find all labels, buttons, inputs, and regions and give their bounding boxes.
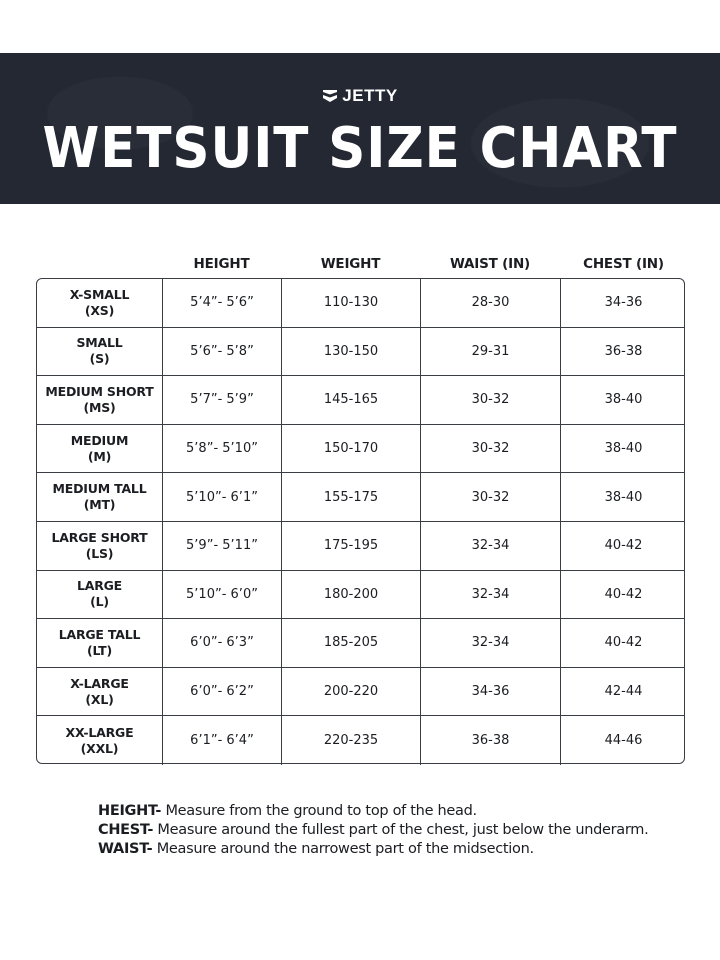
waist-cell: 34-36 (421, 668, 561, 716)
jetty-logo-icon (322, 89, 338, 103)
size-name: X-LARGE (70, 675, 129, 691)
waist-cell: 36-38 (421, 716, 561, 765)
size-code: (LT) (86, 642, 113, 658)
column-header-waist: WAIST (IN) (449, 256, 531, 272)
table-row (37, 668, 684, 717)
size-cell (37, 668, 163, 716)
note-waist: WAIST- Measure around the narrowest part of the midsection. (98, 841, 534, 857)
weight-cell: 145-165 (282, 376, 421, 424)
size-code: (XXL) (80, 740, 119, 756)
weight-cell: 150-170 (282, 425, 421, 473)
table-row (37, 716, 684, 765)
size-name: MEDIUM TALL (52, 481, 147, 497)
page-title: WETSUIT SIZE CHART (42, 116, 678, 181)
waist-cell: 29-31 (421, 328, 561, 376)
height-cell: 6’0”- 6’2” (163, 668, 282, 716)
size-cell (37, 279, 163, 327)
chest-cell: 38-40 (604, 441, 643, 457)
height-cell: 6’1”- 6’4” (163, 716, 282, 765)
chest-cell: 38-40 (604, 392, 643, 408)
weight-cell: 200-220 (282, 668, 421, 716)
chest-cell: 40-42 (604, 635, 643, 651)
waist-cell: 28-30 (421, 279, 561, 327)
size-code: (XS) (84, 302, 115, 318)
table-row (37, 619, 684, 668)
chest-cell: 44-46 (604, 733, 643, 749)
column-header-weight: WEIGHT (320, 256, 381, 272)
size-code: (XL) (85, 691, 114, 707)
note-height: HEIGHT- Measure from the ground to top of the head. (98, 803, 477, 819)
waist-cell: 32-34 (421, 571, 561, 619)
size-code: (L) (90, 594, 109, 610)
weight-cell: 110-130 (282, 279, 421, 327)
header-banner (0, 53, 720, 204)
column-headers (36, 256, 687, 274)
size-name: MEDIUM SHORT (45, 383, 154, 399)
size-cell (37, 328, 163, 376)
size-name: MEDIUM (70, 432, 129, 448)
size-code: (M) (87, 448, 112, 464)
weight-cell: 155-175 (282, 473, 421, 521)
chest-cell: 40-42 (604, 586, 643, 602)
size-name: XX-LARGE (65, 724, 134, 740)
column-header-chest: CHEST (IN) (583, 256, 664, 272)
brand-name: JETTY (342, 86, 398, 105)
column-header-height: HEIGHT (193, 256, 250, 272)
weight-cell: 175-195 (282, 522, 421, 570)
chest-cell: 42-44 (604, 684, 643, 700)
waist-cell: 30-32 (421, 473, 561, 521)
size-code: (MS) (83, 399, 116, 415)
size-code: (MT) (83, 497, 116, 513)
chest-cell: 40-42 (604, 538, 643, 554)
table-row (37, 376, 684, 425)
table-row (37, 522, 684, 571)
weight-cell: 220-235 (282, 716, 421, 765)
size-table (36, 278, 685, 764)
weight-cell: 130-150 (282, 328, 421, 376)
waist-cell: 32-34 (421, 522, 561, 570)
height-cell: 6’0”- 6’3” (163, 619, 282, 667)
chest-cell: 36-38 (604, 343, 643, 359)
note-chest: CHEST- Measure around the fullest part of the chest, just below the underarm. (98, 822, 649, 838)
height-cell: 5’10”- 6’1” (163, 473, 282, 521)
weight-cell: 180-200 (282, 571, 421, 619)
size-name: LARGE SHORT (51, 529, 148, 545)
table-row (37, 328, 684, 377)
height-cell: 5’10”- 6’0” (163, 571, 282, 619)
table-row (37, 279, 684, 328)
size-cell (37, 473, 163, 521)
table-row (37, 473, 684, 522)
chest-cell: 34-36 (604, 295, 643, 311)
waist-cell: 32-34 (421, 619, 561, 667)
size-cell (37, 425, 163, 473)
size-name: LARGE (76, 578, 123, 594)
size-code: (LS) (85, 545, 114, 561)
height-cell: 5’8”- 5’10” (163, 425, 282, 473)
size-code: (S) (89, 351, 110, 367)
table-row (37, 571, 684, 620)
size-name: LARGE TALL (58, 626, 141, 642)
table-row (37, 425, 684, 474)
size-name: X-SMALL (69, 286, 130, 302)
size-cell (37, 376, 163, 424)
size-cell (37, 522, 163, 570)
waist-cell: 30-32 (421, 425, 561, 473)
weight-cell: 185-205 (282, 619, 421, 667)
chest-cell: 38-40 (604, 489, 643, 505)
height-cell: 5’6”- 5’8” (163, 328, 282, 376)
measurement-notes (98, 802, 698, 859)
height-cell: 5’4”- 5’6” (163, 279, 282, 327)
size-name: SMALL (76, 335, 123, 351)
height-cell: 5’9”- 5’11” (163, 522, 282, 570)
height-cell: 5’7”- 5’9” (163, 376, 282, 424)
size-cell (37, 571, 163, 619)
size-cell (37, 716, 163, 765)
waist-cell: 30-32 (421, 376, 561, 424)
size-cell (37, 619, 163, 667)
brand-logo (0, 86, 720, 106)
